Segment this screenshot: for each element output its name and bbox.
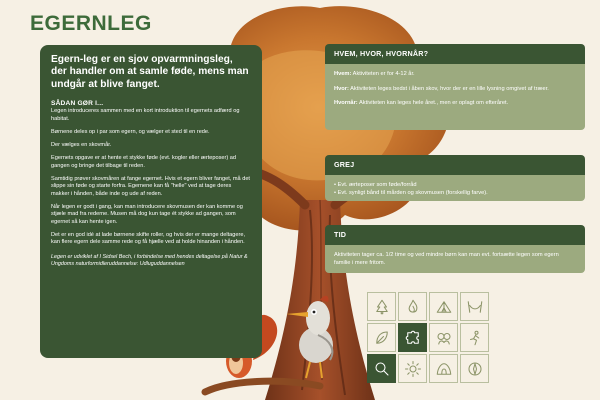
cave-icon bbox=[435, 360, 453, 378]
instruction-paragraph: Børnene deles op i par som egern, og vælger et sted til en rede. bbox=[51, 128, 210, 135]
puzzle-icon bbox=[404, 329, 422, 347]
tent-tile bbox=[429, 292, 458, 321]
gear-card-body bbox=[325, 175, 585, 201]
who-row: Hvem: Aktiviteten er for 4-12 år. bbox=[334, 71, 415, 77]
instruction-paragraph: Samtidig prøver skovmåren at fange egernet. Hvis et egern bliver fanget, må det slippe sin føde og starte forfra. Egernene kan få "helle" ved at tage deres makker i hånden, både inde og ude af reden. bbox=[51, 175, 250, 197]
gear-item: • Evt. ærteposer som føde/forråd bbox=[334, 182, 576, 190]
sun-icon bbox=[404, 360, 422, 378]
page-title: EGERNLEG bbox=[30, 12, 152, 35]
compass-tile bbox=[460, 354, 489, 383]
tree-tile bbox=[367, 292, 396, 321]
intro-panel bbox=[40, 45, 262, 358]
instruction-paragraph: Legen introduceres sammen med en kort introduktion til egernets adfærd og habitat. bbox=[51, 108, 240, 122]
lead-text: Egern-leg er en sjov opvarmningsleg, der handler om at samle føde, mens man undgår at blive fanget. bbox=[51, 54, 249, 90]
tent-icon bbox=[435, 298, 453, 316]
run-icon bbox=[466, 329, 484, 347]
faces-tile bbox=[429, 323, 458, 352]
magnifier-tile bbox=[367, 354, 396, 383]
when-row: Hvornår: Aktiviteten kan leges hele året., men er oplagt om efteråret. bbox=[334, 100, 509, 107]
instruction-paragraph: Der vælges en skovmår. bbox=[51, 141, 112, 148]
instruction-paragraph: Når legen er godt i gang, kan man introducere skovmusen der kan komme og stjæle mad fra rederne. Musen må dog kun tage ét stykke ad gangen, som egernet så kan hente igen. bbox=[51, 203, 243, 225]
gear-card-header: GREJ bbox=[325, 155, 585, 175]
time-card-body bbox=[325, 245, 585, 273]
run-tile bbox=[460, 323, 489, 352]
credit-text: Legen er udviklet af I Sidsel Bech, i forbindelse med hendes deltagelse på Natur & Ungdoms naturformidleruddannelse: Udluguddannelsen bbox=[51, 253, 248, 268]
instruction-paragraph: Egernets opgave er at hente et stykke føde (evt. kogler eller ærteposer) ad gangen og bringe det tilbage til reden. bbox=[51, 155, 237, 169]
time-card-header: TID bbox=[325, 225, 585, 245]
magnifier-icon bbox=[373, 360, 391, 378]
puzzle-tile bbox=[398, 323, 427, 352]
who-card-body bbox=[325, 64, 585, 130]
time-text: Aktiviteten tager ca. 1/2 time og ved mindre børn kan man evt. fortsætte legen som egern familie i mere fritom. bbox=[334, 252, 559, 266]
fire-icon bbox=[404, 298, 422, 316]
leaf-icon bbox=[373, 329, 391, 347]
where-row: Hvor: Aktiviteten leges bedst i åben skov, hvor der er en lille lysning omgivet af træer. bbox=[334, 85, 549, 92]
gear-item: • Evt. synligt bånd til mården og skovmusen (forskellig farve). bbox=[334, 190, 576, 198]
compass-icon bbox=[466, 360, 484, 378]
who-card-header: HVEM, HVOR, HVORNÅR? bbox=[325, 44, 585, 64]
activity-icon-grid bbox=[367, 292, 491, 385]
cave-tile bbox=[429, 354, 458, 383]
leaf-tile bbox=[367, 323, 396, 352]
hammock-icon bbox=[466, 298, 484, 316]
how-heading: SÅDAN GØR I... bbox=[51, 100, 104, 108]
hammock-tile bbox=[460, 292, 489, 321]
fire-tile bbox=[398, 292, 427, 321]
instruction-paragraph: Det er en god idé at lade børnene skifte roller, og hvis der er mange deltagere, kan flere egern dele samme rede og få hjælle ved at holde hinanden i hånden. bbox=[51, 231, 246, 246]
tree-icon bbox=[373, 298, 391, 316]
faces-icon bbox=[435, 329, 453, 347]
sun-tile bbox=[398, 354, 427, 383]
